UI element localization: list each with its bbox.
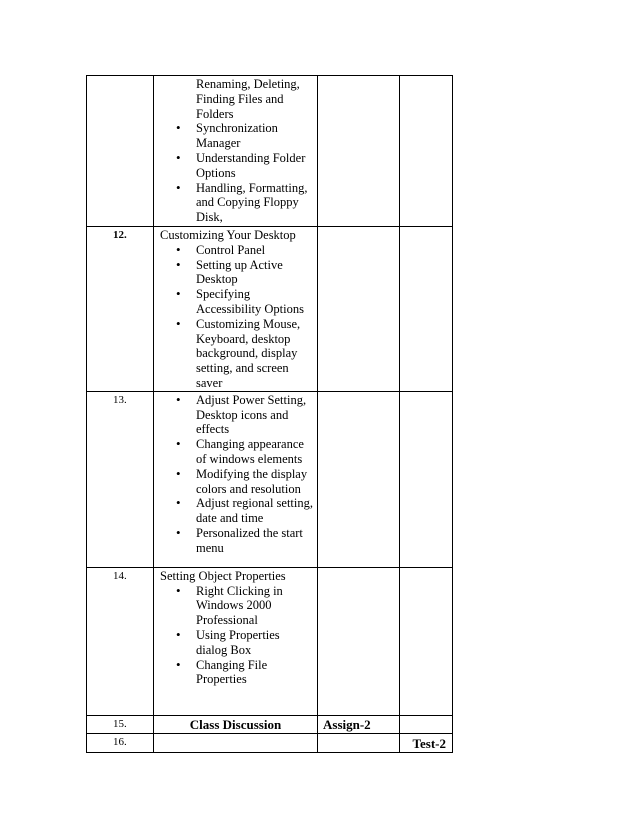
list-item: • Control Panel — [196, 243, 313, 258]
topic-list — [160, 243, 313, 391]
list-item: • Handling, Formatting, and Copying Floppy Disk, — [196, 181, 313, 225]
assignment-cell — [318, 76, 400, 227]
table-row — [87, 76, 453, 227]
table-row — [87, 391, 453, 567]
continuation-line: Finding Files and — [196, 91, 284, 106]
week-number-cell: 14. — [87, 567, 154, 715]
list-item: • Setting up Active Desktop — [196, 258, 313, 288]
list-item: • Personalized the start menu — [196, 526, 313, 556]
list-item: • Understanding Folder Options — [196, 151, 313, 181]
assignment-cell: Assign-2 — [318, 715, 400, 733]
week-number-cell: 15. — [87, 715, 154, 733]
assignment-cell — [318, 733, 400, 752]
topic-heading: Setting Object Properties — [160, 568, 286, 583]
table-row — [87, 227, 453, 392]
topic-cell — [154, 567, 318, 715]
topic-cell — [154, 733, 318, 752]
course-schedule-table — [86, 75, 453, 753]
assignment-cell — [318, 227, 400, 392]
week-number-cell: 13. — [87, 391, 154, 567]
table-row — [87, 715, 453, 733]
topic-list — [160, 393, 313, 556]
list-item: • Adjust regional setting, date and time — [196, 496, 313, 526]
topic-cell — [154, 391, 318, 567]
week-number-cell: 12. — [87, 227, 154, 392]
continuation-line: Folders — [196, 106, 234, 121]
test-cell — [400, 76, 453, 227]
list-item: • Using Properties dialog Box — [196, 628, 313, 658]
list-item: • Changing appearance of windows elements — [196, 437, 313, 467]
test-cell — [400, 567, 453, 715]
week-number-cell — [87, 76, 154, 227]
table-row — [87, 733, 453, 752]
list-item: • Changing File Properties — [196, 658, 313, 688]
list-item: • Adjust Power Setting, Desktop icons and effects — [196, 393, 313, 437]
topic-list — [160, 584, 313, 688]
topic-cell — [154, 76, 318, 227]
table-row — [87, 567, 453, 715]
topic-cell — [154, 227, 318, 392]
assignment-cell — [318, 391, 400, 567]
list-item: • Synchronization Manager — [196, 121, 313, 151]
test-cell: Test-2 — [400, 733, 453, 752]
topic-heading: Customizing Your Desktop — [160, 228, 296, 242]
week-number-cell: 16. — [87, 733, 154, 752]
list-item: • Customizing Mouse, Keyboard, desktop background, display setting, and screen saver — [196, 317, 313, 391]
topic-cell: Class Discussion — [154, 715, 318, 733]
test-cell — [400, 391, 453, 567]
list-item: • Modifying the display colors and resolution — [196, 467, 313, 497]
test-cell — [400, 715, 453, 733]
list-item: • Right Clicking in Windows 2000 Professional — [196, 584, 313, 628]
test-cell — [400, 227, 453, 392]
assignment-cell — [318, 567, 400, 715]
continuation-line: Renaming, Deleting, — [196, 77, 300, 91]
topic-list — [160, 121, 313, 225]
list-item: • Specifying Accessibility Options — [196, 287, 313, 317]
